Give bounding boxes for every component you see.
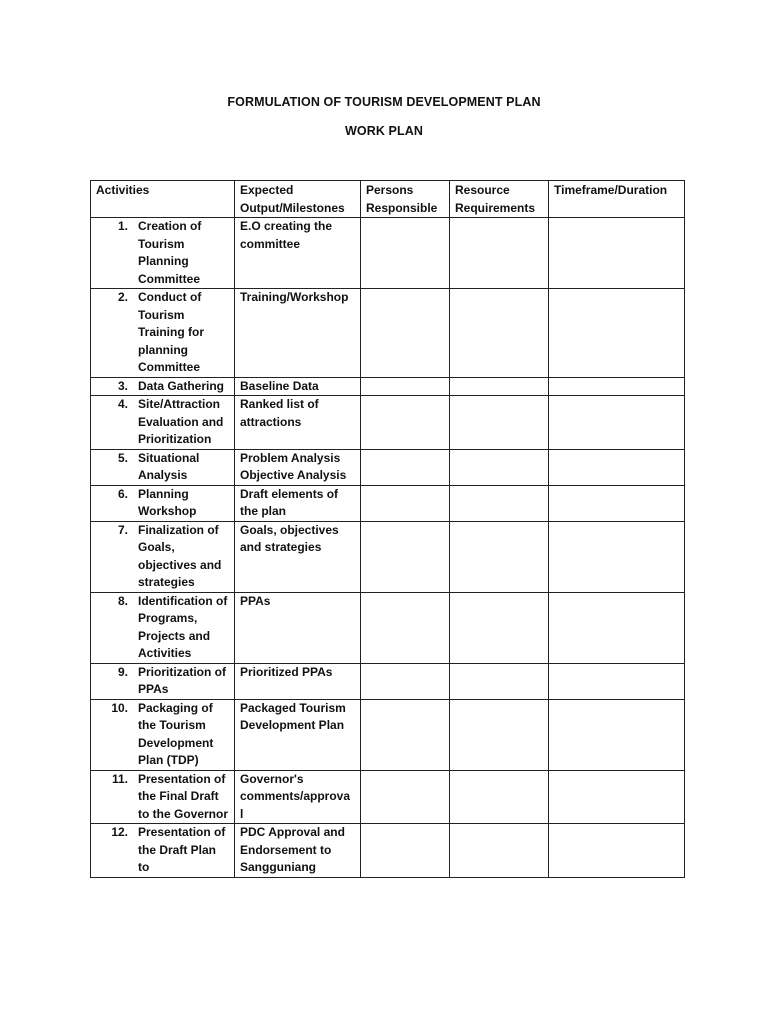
expected-output-cell: Training/Workshop	[235, 289, 361, 378]
activity-text: Creation of Tourism Planning Committee	[138, 219, 202, 286]
persons-responsible-cell	[361, 449, 450, 485]
expected-output-cell: PPAs	[235, 592, 361, 663]
resource-requirements-cell	[450, 770, 549, 824]
table-row	[91, 663, 685, 699]
timeframe-cell	[549, 699, 685, 770]
table-row	[91, 377, 685, 396]
table-row	[91, 449, 685, 485]
table-row	[91, 824, 685, 878]
activity-number: 6.	[117, 486, 128, 501]
activity-number: 10.	[111, 700, 128, 715]
activity-text: Planning Workshop	[138, 486, 197, 518]
activity-text: Presentation of the Final Draft to the Governor	[138, 771, 229, 821]
timeframe-cell	[549, 289, 685, 378]
resource-requirements-cell	[450, 289, 549, 378]
resource-requirements-cell	[450, 592, 549, 663]
resource-requirements-cell	[450, 377, 549, 396]
timeframe-cell	[549, 592, 685, 663]
timeframe-cell	[549, 770, 685, 824]
activity-cell	[91, 592, 235, 663]
persons-responsible-cell	[361, 592, 450, 663]
activity-cell	[91, 770, 235, 824]
resource-requirements-cell	[450, 218, 549, 289]
table-row	[91, 485, 685, 521]
expected-output-cell: Baseline Data	[235, 377, 361, 396]
header-timeframe: Timeframe/Duration	[549, 181, 685, 218]
activity-number: 7.	[117, 522, 128, 537]
activity-text: Data Gathering	[138, 378, 225, 393]
activity-number: 3.	[117, 378, 128, 393]
activity-text: Situational Analysis	[138, 450, 200, 482]
table-row	[91, 521, 685, 592]
activity-text: Identification of Programs, Projects and Activities	[138, 593, 228, 660]
activity-text: Presentation of the Draft Plan to	[138, 825, 226, 874]
activity-number: 5.	[117, 450, 128, 465]
header-resource-requirements: Resource Requirements	[450, 181, 549, 218]
timeframe-cell	[549, 485, 685, 521]
activity-text: Prioritization of PPAs	[138, 664, 226, 696]
timeframe-cell	[549, 449, 685, 485]
activity-number: 12.	[111, 825, 128, 839]
resource-requirements-cell	[450, 485, 549, 521]
header-activities: Activities	[91, 181, 235, 218]
persons-responsible-cell	[361, 396, 450, 450]
activity-cell	[91, 824, 235, 878]
timeframe-cell	[549, 663, 685, 699]
activity-cell	[91, 377, 235, 396]
activity-text: Conduct of Tourism Training for planning Committee	[138, 290, 204, 374]
resource-requirements-cell	[450, 396, 549, 450]
table-row	[91, 396, 685, 450]
activity-cell	[91, 218, 235, 289]
resource-requirements-cell	[450, 663, 549, 699]
activity-cell	[91, 449, 235, 485]
persons-responsible-cell	[361, 521, 450, 592]
timeframe-cell	[549, 521, 685, 592]
activity-text: Site/Attraction Evaluation and Prioritization	[138, 397, 224, 446]
activity-number: 1.	[117, 219, 128, 233]
activity-number: 2.	[117, 290, 128, 304]
expected-output-cell: Governor's comments/approva l	[235, 770, 361, 824]
timeframe-cell	[549, 218, 685, 289]
activity-number: 11.	[111, 771, 128, 786]
persons-responsible-cell	[361, 824, 450, 878]
activity-number: 9.	[117, 664, 128, 679]
persons-responsible-cell	[361, 770, 450, 824]
activity-cell	[91, 663, 235, 699]
expected-output-cell: PDC Approval and Endorsement to Sangguniang	[235, 824, 361, 878]
activity-cell	[91, 521, 235, 592]
table-row	[91, 218, 685, 289]
resource-requirements-cell	[450, 521, 549, 592]
resource-requirements-cell	[450, 449, 549, 485]
expected-output-cell: E.O creating the committee	[235, 218, 361, 289]
timeframe-cell	[549, 824, 685, 878]
resource-requirements-cell	[450, 824, 549, 878]
activity-cell	[91, 289, 235, 378]
expected-output-cell: Draft elements of the plan	[235, 485, 361, 521]
work-plan-table	[90, 180, 685, 878]
document-subtitle: WORK PLAN	[345, 124, 423, 138]
document-title: FORMULATION OF TOURISM DEVELOPMENT PLAN	[227, 95, 541, 109]
table-row	[91, 592, 685, 663]
table-row	[91, 289, 685, 378]
expected-output-cell: Problem Analysis Objective Analysis	[235, 449, 361, 485]
expected-output-cell: Packaged Tourism Development Plan	[235, 699, 361, 770]
activity-cell	[91, 396, 235, 450]
persons-responsible-cell	[361, 218, 450, 289]
activity-text: Finalization of Goals, objectives and strategies	[138, 522, 222, 589]
table-row	[91, 699, 685, 770]
resource-requirements-cell	[450, 699, 549, 770]
table-header-row	[91, 181, 685, 218]
header-persons-responsible: Persons Responsible	[361, 181, 450, 218]
activity-cell	[91, 485, 235, 521]
activity-number: 4.	[117, 397, 128, 411]
persons-responsible-cell	[361, 289, 450, 378]
expected-output-cell: Goals, objectives and strategies	[235, 521, 361, 592]
table-body	[91, 218, 685, 878]
activity-cell	[91, 699, 235, 770]
persons-responsible-cell	[361, 485, 450, 521]
activity-number: 8.	[117, 593, 128, 608]
expected-output-cell: Prioritized PPAs	[235, 663, 361, 699]
timeframe-cell	[549, 396, 685, 450]
header-expected-output: Expected Output/Milestones	[235, 181, 361, 218]
expected-output-cell: Ranked list of attractions	[235, 396, 361, 450]
persons-responsible-cell	[361, 663, 450, 699]
persons-responsible-cell	[361, 377, 450, 396]
activity-text: Packaging of the Tourism Development Plan (TDP)	[138, 700, 214, 767]
persons-responsible-cell	[361, 699, 450, 770]
timeframe-cell	[549, 377, 685, 396]
table-row	[91, 770, 685, 824]
